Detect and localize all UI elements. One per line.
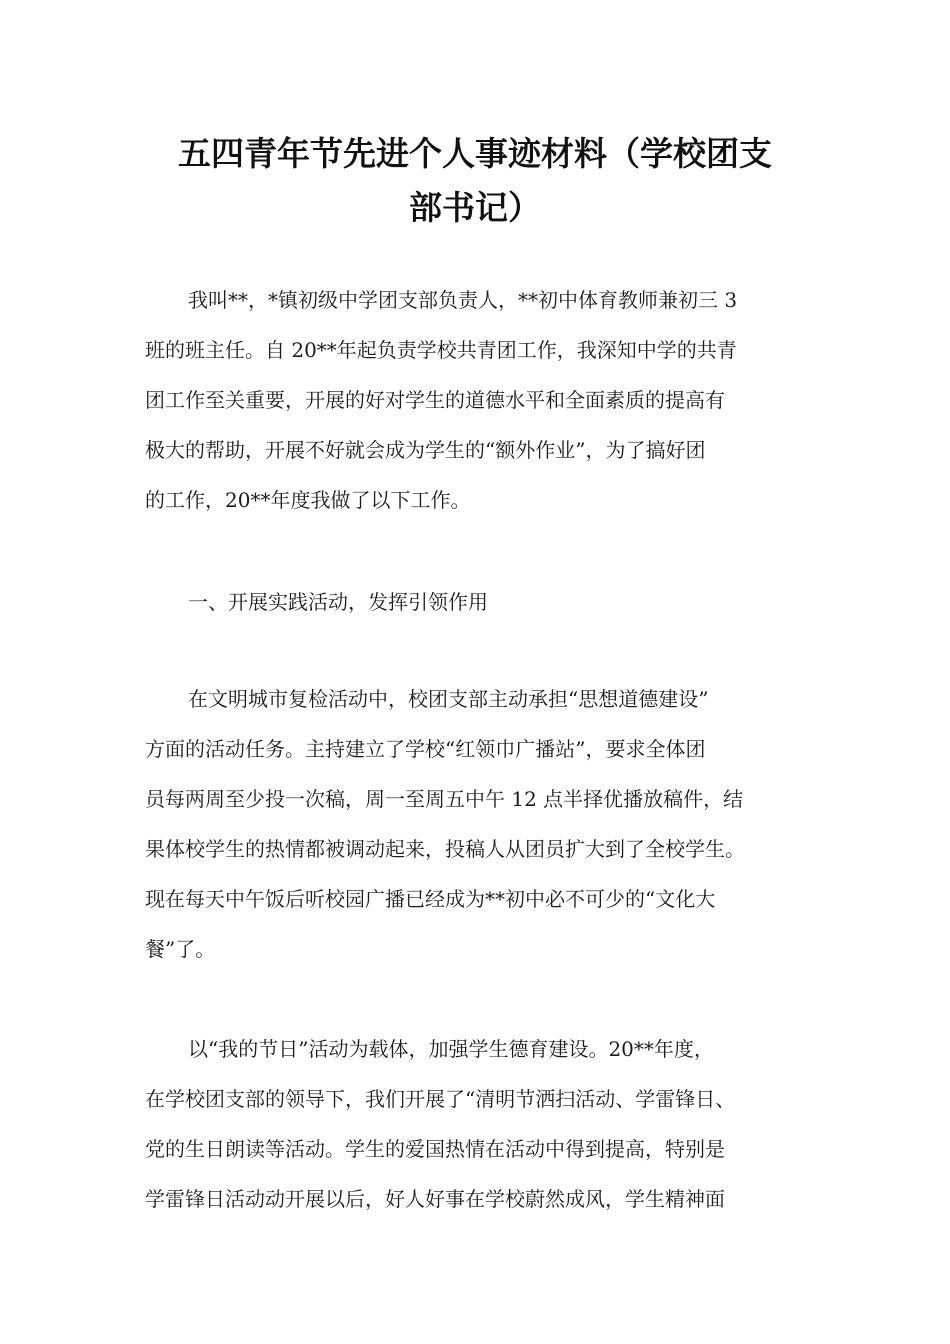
paragraph-line: 党的生日朗读等活动。学生的爱国热情在活动中得到提高，特别是 bbox=[145, 1137, 725, 1161]
paragraph-line: 学雷锋日活动动开展以后，好人好事在学校蔚然成风，学生精神面 bbox=[145, 1187, 725, 1211]
paragraph-line: 方面的活动任务。主持建立了学校“红领巾广播站”，要求全体团 bbox=[145, 737, 706, 761]
document-title-line-2: 部书记） bbox=[409, 188, 541, 227]
paragraph-line: 我叫**，*镇初级中学团支部负责人，**初中体育教师兼初三 3 bbox=[188, 288, 738, 312]
paragraph-line: 以“我的节日”活动为载体，加强学生德育建设。20**年度， bbox=[188, 1037, 714, 1061]
section-heading: 一、开展实践活动，发挥引领作用 bbox=[188, 590, 488, 614]
paragraph-line: 现在每天中午饭后听校园广播已经成为**初中必不可少的“文化大 bbox=[145, 887, 716, 911]
paragraph-line: 极大的帮助，开展不好就会成为学生的“额外作业”，为了搞好团 bbox=[145, 438, 706, 462]
paragraph-line: 的工作，20**年度我做了以下工作。 bbox=[145, 488, 471, 512]
paragraph-line: 团工作至关重要，开展的好对学生的道德水平和全面素质的提高有 bbox=[145, 388, 725, 412]
paragraph-line: 班的班主任。自 20**年起负责学校共青团工作，我深知中学的共青 bbox=[145, 338, 737, 362]
document-title-line-1: 五四青年节先进个人事迹材料（学校团支 bbox=[178, 134, 772, 173]
paragraph-line: 在文明城市复检活动中，校团支部主动承担“思想道德建设” bbox=[188, 687, 709, 711]
paragraph-line: 餐”了。 bbox=[145, 937, 216, 961]
paragraph-line: 员每两周至少投一次稿，周一至周五中午 12 点半择优播放稿件，结 bbox=[145, 787, 744, 811]
paragraph-line: 果体校学生的热情都被调动起来，投稿人从团员扩大到了全校学生。 bbox=[145, 837, 745, 861]
paragraph-line: 在学校团支部的领导下，我们开展了“清明节洒扫活动、学雷锋日、 bbox=[145, 1087, 736, 1111]
